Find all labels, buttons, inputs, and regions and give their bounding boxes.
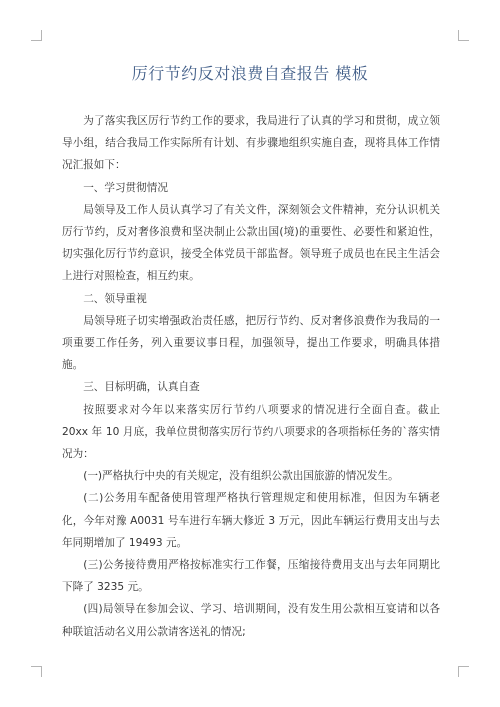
section-heading-leadership: 二、领导重视 bbox=[83, 292, 147, 305]
section-heading-study: 一、学习贯彻情况 bbox=[83, 181, 168, 194]
document-body bbox=[62, 110, 440, 643]
list-item-3: (三)公务接待费用严格按标准实行工作餐，压缩接待费用支出与去年同期比下降了 3235 元。 bbox=[62, 559, 440, 594]
crop-mark-top-left bbox=[31, 30, 42, 41]
list-item-4: (四)局领导在参加会议、学习、培训期间，没有发生用公款相互宴请和以各种联谊活动名义用公款请客送礼的情况; bbox=[62, 603, 440, 638]
paragraph-study: 局领导及工作人员认真学习了有关文件，深刻领会文件精神，充分认识机关厉行节约，反对奢侈浪费和坚决制止公款出国(境)的重要性、必要性和紧迫性，切实强化厉行节约意识，接受全体党员干部监督。领导班子成员也在民主生活会上进行对照检查，相互约束。 bbox=[62, 203, 440, 283]
section-heading-goals: 三、目标明确，认真自查 bbox=[83, 381, 200, 394]
list-item-2: (二)公务用车配备使用管理严格执行管理规定和使用标准，但因为车辆老化，今年对豫 A0031 号车进行车辆大修近 3 万元，因此车辆运行费用支出与去年同期增加了 19493 元。 bbox=[62, 492, 440, 549]
paragraph-leadership: 局领导班子切实增强政治责任感，把厉行节约、反对奢侈浪费作为我局的一项重要工作任务，列入重要议事日程，加强领导，提出工作要求，明确具体措施。 bbox=[62, 314, 440, 372]
paragraph-intro: 为了落实我区厉行节约工作的要求，我局进行了认真的学习和贯彻，成立领导小组，结合我局工作实际所有计划、有步骤地组织实施自查，现将具体工作情况汇报如下： bbox=[62, 115, 440, 172]
list-item-1: (一)严格执行中央的有关规定，没有组织公款出国旅游的情况发生。 bbox=[83, 470, 399, 483]
paragraph-goals: 按照要求对今年以来落实厉行节约八项要求的情况进行全面自查。截止 20xx 年 10 月底，我单位贯彻落实厉行节约八项要求的各项指标任务的`落实情况为： bbox=[62, 403, 440, 461]
document-title: 厉行节约反对浪费自查报告 模板 bbox=[131, 64, 369, 83]
crop-mark-bottom-left bbox=[31, 666, 42, 677]
crop-mark-bottom-right bbox=[458, 666, 469, 677]
crop-mark-top-right bbox=[458, 30, 469, 41]
